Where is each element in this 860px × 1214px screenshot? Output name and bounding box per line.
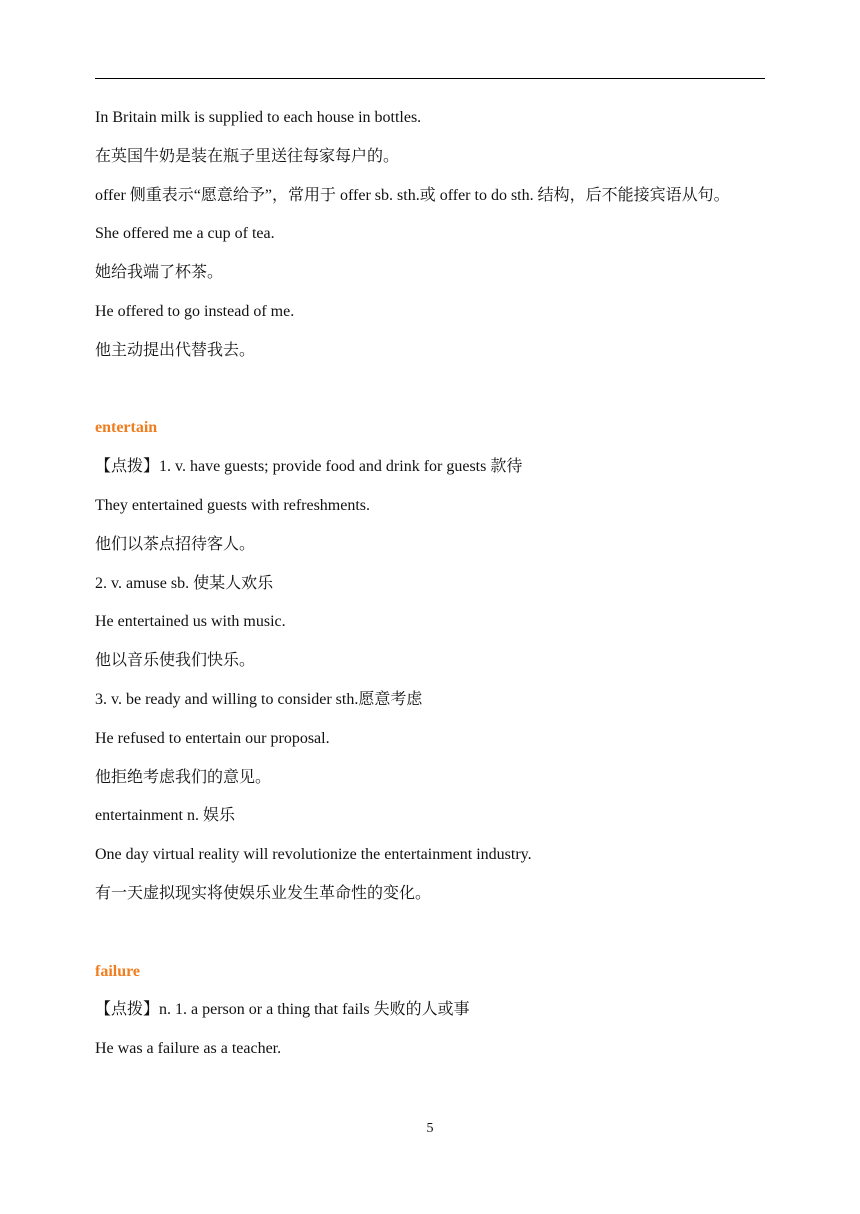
blank-line: [95, 371, 767, 410]
text-line: She offered me a cup of tea.: [95, 225, 275, 243]
text-line: 3. v. be ready and willing to consider sth.愿意考虑: [95, 690, 423, 708]
header-rule: [95, 78, 765, 79]
text-line: He was a failure as a teacher.: [95, 1040, 282, 1058]
text-line: 他拒绝考虑我们的意见。: [95, 768, 272, 786]
text-line: He entertained us with music.: [95, 613, 286, 631]
term-heading: entertain: [95, 419, 158, 437]
text-line: He offered to go instead of me.: [95, 302, 295, 320]
page-number: 5: [426, 1121, 434, 1136]
text-line: 有一天虚拟现实将使娱乐业发生革命性的变化。: [95, 884, 432, 902]
text-line: offer 侧重表示“愿意给予”，常用于 offer sb. sth.或 offer to do sth. 结构，后不能接宾语从句。: [95, 186, 730, 204]
text-line: entertainment n. 娱乐: [95, 807, 235, 825]
text-line: 他们以茶点招待客人。: [95, 535, 256, 553]
text-line: 【点拨】n. 1. a person or a thing that fails 失败的人或事: [95, 1001, 470, 1019]
text-line: 【点拨】1. v. have guests; provide food and drink for guests 款待: [95, 458, 523, 476]
text-line: 她给我端了杯茶。: [95, 264, 224, 282]
text-line: 他以音乐使我们快乐。: [95, 652, 256, 670]
term-heading: failure: [95, 962, 141, 980]
text-line: He refused to entertain our proposal.: [95, 729, 330, 747]
text-line: In Britain milk is supplied to each house in bottles.: [95, 109, 422, 126]
document-body: [95, 99, 767, 1069]
text-line: One day virtual reality will revolutionize the entertainment industry.: [95, 846, 532, 864]
text-line: 在英国牛奶是装在瓶子里送往每家每户的。: [95, 147, 400, 165]
text-line: 他主动提出代替我去。: [95, 341, 256, 359]
text-line: 2. v. amuse sb. 使某人欢乐: [95, 574, 274, 592]
text-line: They entertained guests with refreshments.: [95, 496, 371, 514]
blank-line: [95, 914, 767, 953]
